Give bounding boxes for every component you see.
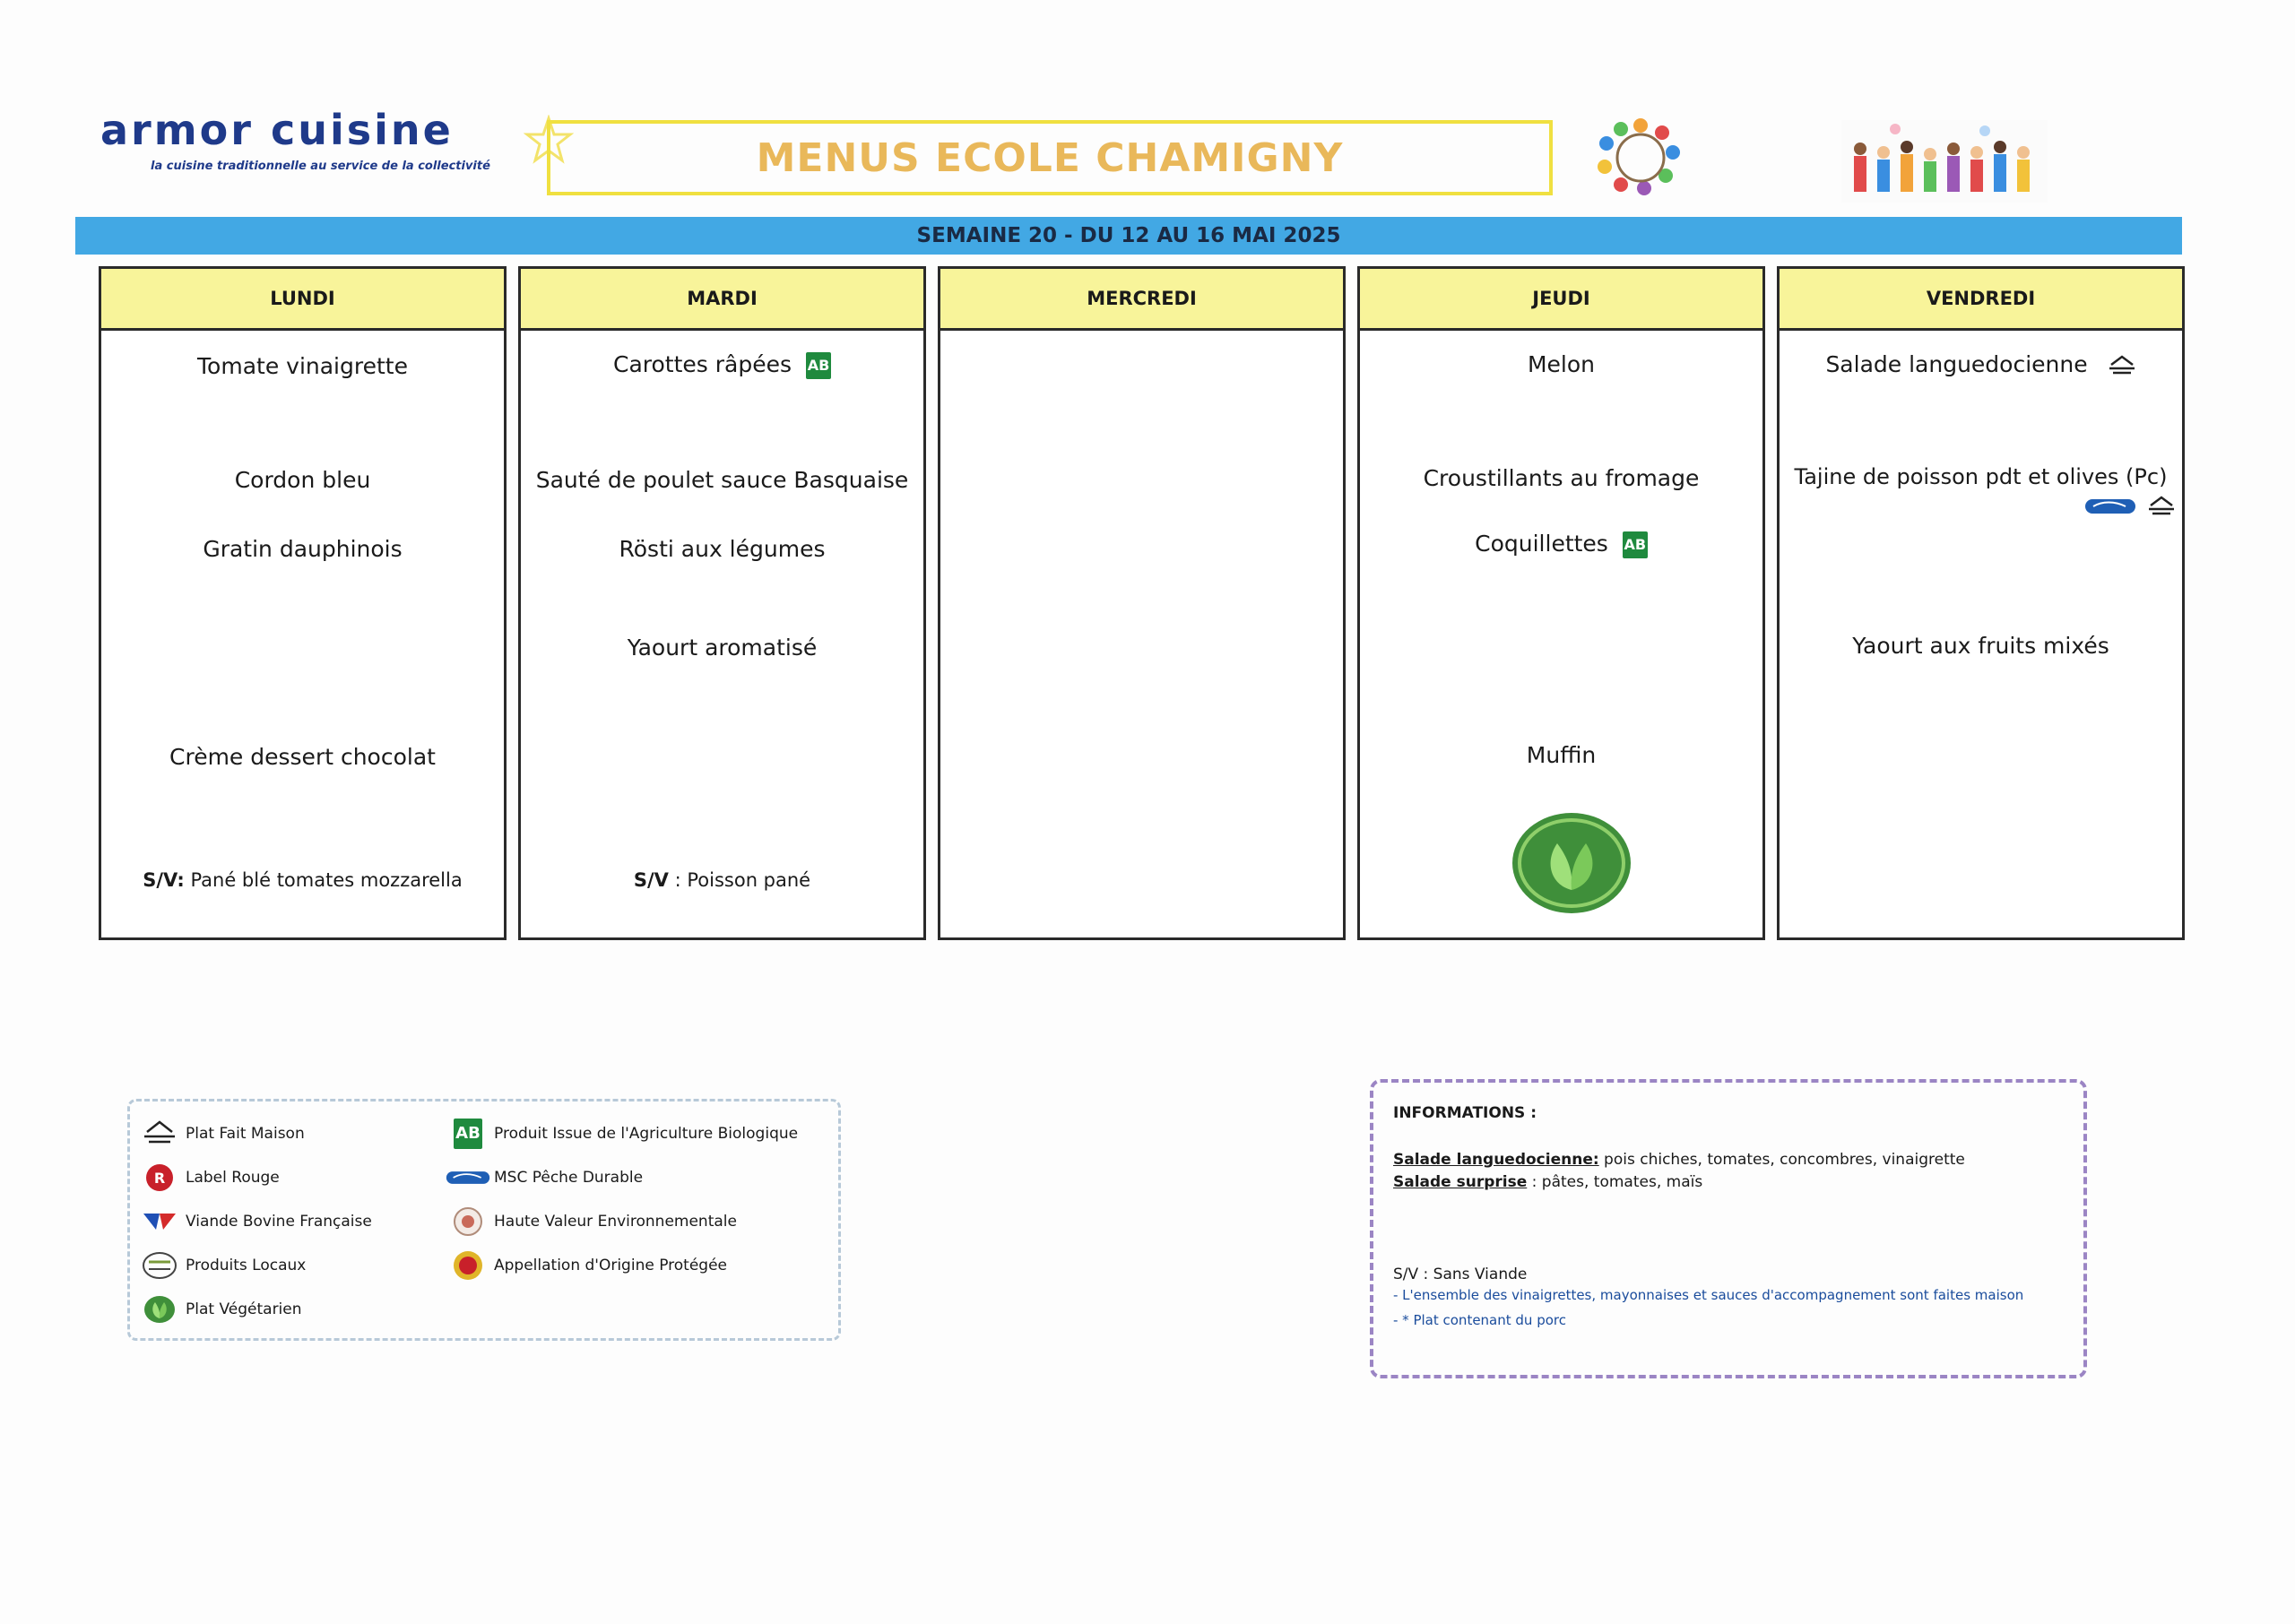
plat: Sauté de poulet sauce Basquaise — [535, 467, 909, 493]
legend-item — [137, 1248, 306, 1283]
plat-labels — [2084, 495, 2176, 518]
day-header: MARDI — [521, 269, 923, 331]
day-column-mercredi — [938, 266, 1346, 940]
info-salade-languedocienne — [1393, 1151, 1965, 1169]
day-column-vendredi — [1777, 266, 2185, 940]
plat-vegetarien-icon — [137, 1291, 182, 1327]
plat-fait-maison-icon — [2147, 495, 2176, 518]
legend-label: Produits Locaux — [186, 1257, 307, 1274]
legend-label: Plat Végétarien — [186, 1300, 302, 1318]
day-header: LUNDI — [101, 269, 504, 331]
info-title: INFORMATIONS : — [1393, 1104, 1537, 1122]
info-term: Salade languedocienne: — [1393, 1151, 1599, 1169]
informations-box — [1370, 1079, 2087, 1378]
kids-circle-illustration — [1587, 113, 1694, 203]
legend-item — [137, 1160, 280, 1196]
bio-ab-icon: AB — [1623, 531, 1648, 558]
children-group-illustration — [1841, 120, 2048, 203]
legend-item — [446, 1248, 727, 1283]
bio-ab-icon: AB — [806, 352, 831, 379]
sv-value: Pané blé tomates mozzarella — [184, 869, 463, 891]
legend-item — [137, 1204, 372, 1240]
brand-tagline: la cuisine traditionnelle au service de la collectivité — [151, 160, 490, 173]
day-header: VENDREDI — [1780, 269, 2182, 331]
sv-label: S/V: — [143, 869, 185, 891]
info-note-porc — [1393, 1312, 1566, 1328]
accompagnement: Gratin dauphinois — [203, 536, 403, 562]
sans-viande-option — [101, 869, 504, 891]
info-salade-surprise — [1393, 1173, 1702, 1191]
info-term: Salade surprise — [1393, 1173, 1528, 1191]
info-definition: pois chiches, tomates, concombres, vinaigrette — [1598, 1151, 1965, 1169]
legend-label: Appellation d'Origine Protégée — [494, 1257, 728, 1274]
plat-fait-maison-icon — [137, 1116, 182, 1152]
legend-item — [446, 1204, 737, 1240]
bio-ab-icon: AB — [446, 1116, 490, 1152]
plat: Croustillants au fromage — [1423, 465, 1700, 491]
svg-text:R: R — [153, 1170, 166, 1187]
info-sans-viande: S/V : Sans Viande — [1393, 1266, 1528, 1283]
plat: Tajine de poisson pdt et olives (Pc) — [1794, 464, 2168, 489]
accompagnement: Rösti aux légumes — [619, 536, 826, 562]
entree: Melon — [1527, 351, 1596, 377]
legend-label: Viande Bovine Française — [186, 1213, 372, 1231]
brand-logo: armor cuisine — [100, 106, 454, 154]
info-definition: : pâtes, tomates, maïs — [1527, 1173, 1703, 1191]
asterisk-icon: - * — [1393, 1312, 1409, 1328]
week-banner — [75, 217, 2182, 255]
laitage: Yaourt aromatisé — [627, 635, 818, 661]
laitage: Yaourt aux fruits mixés — [1852, 633, 2109, 659]
day-column-mardi — [518, 266, 926, 940]
info-note-text: Plat contenant du porc — [1408, 1312, 1566, 1328]
sv-label: S/V — [633, 869, 669, 891]
entree — [521, 351, 923, 379]
haute-valeur-environnementale-icon — [446, 1204, 490, 1240]
accompagnement — [1360, 531, 1762, 558]
page-title: MENUS ECOLE CHAMIGNY — [756, 134, 1344, 181]
week-label: SEMAINE 20 - DU 12 AU 16 MAI 2025 — [916, 224, 1341, 247]
legend-label: MSC Pêche Durable — [494, 1169, 644, 1187]
legend-label: Produit Issue de l'Agriculture Biologique — [494, 1125, 799, 1143]
legend-item — [137, 1116, 305, 1152]
viande-bovine-francaise-icon — [137, 1204, 182, 1240]
legend-item — [446, 1160, 643, 1196]
day-column-lundi — [99, 266, 507, 940]
sv-value: : Poisson pané — [668, 869, 811, 891]
entree-label: Salade languedocienne — [1825, 351, 2088, 377]
dessert: Crème dessert chocolat — [169, 744, 436, 770]
legend-item — [137, 1291, 302, 1327]
plat-fait-maison-icon — [2108, 354, 2136, 377]
day-header: MERCREDI — [940, 269, 1343, 331]
legend-label: Haute Valeur Environnementale — [494, 1213, 737, 1231]
sans-viande-option — [521, 869, 923, 891]
accompagnement-label: Coquillettes — [1475, 531, 1608, 557]
label-rouge-icon — [137, 1160, 182, 1196]
day-header: JEUDI — [1360, 269, 1762, 331]
msc-peche-durable-icon — [2084, 496, 2136, 517]
info-note-maison: - L'ensemble des vinaigrettes, mayonnaises et sauces d'accompagnement sont faites maison — [1393, 1287, 2024, 1303]
entree — [1780, 351, 2182, 377]
legend-item — [446, 1116, 798, 1152]
msc-peche-durable-icon — [446, 1160, 490, 1196]
plat: Cordon bleu — [234, 467, 371, 493]
aop-icon — [446, 1248, 490, 1283]
legend-box — [127, 1099, 841, 1341]
entree-label: Carottes râpées — [612, 351, 792, 377]
legend-label: Label Rouge — [186, 1169, 280, 1187]
plat-vegetarien-icon — [1509, 811, 1634, 915]
title-box — [547, 120, 1553, 195]
dessert: Muffin — [1526, 742, 1597, 768]
legend-label: Plat Fait Maison — [186, 1125, 305, 1143]
day-column-jeudi — [1357, 266, 1765, 940]
produits-locaux-icon — [137, 1248, 182, 1283]
entree: Tomate vinaigrette — [197, 353, 408, 379]
